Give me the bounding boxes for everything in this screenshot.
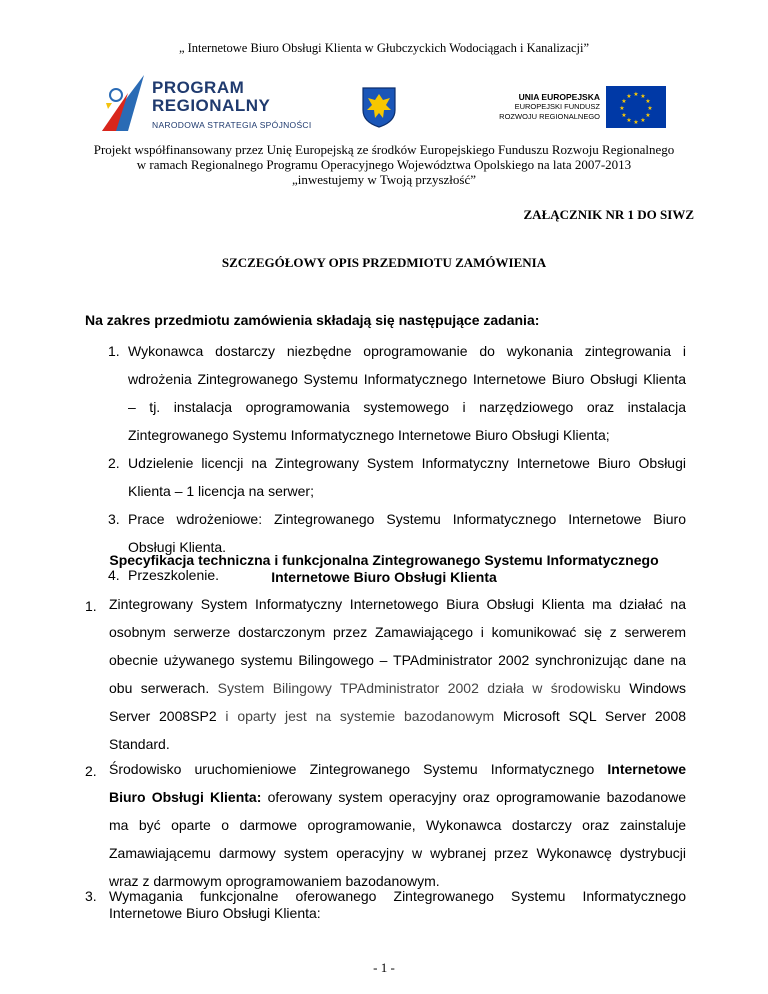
svg-text:★: ★ bbox=[645, 112, 651, 119]
section-line: obecnie używanego systemu Bilingowego – TPAdministrator 2002 synchronizując dane na bbox=[109, 652, 686, 668]
svg-text:★: ★ bbox=[626, 117, 632, 124]
project-info bbox=[0, 142, 768, 187]
task-number: 4. bbox=[108, 567, 120, 583]
section-line: Server 2008SP2 i oparty jest na systemie bazodanowym Microsoft SQL Server 2008 bbox=[109, 708, 687, 724]
spec-line1: Specyfikacja techniczna i funkcjonalna Zintegrowanego Systemu Informatycznego bbox=[109, 552, 659, 568]
svg-text:★: ★ bbox=[619, 105, 625, 112]
svg-text:★: ★ bbox=[640, 93, 646, 100]
section-line: Środowisko uruchomieniowe Zintegrowanego Systemu Informatycznego Internetowe bbox=[109, 761, 686, 777]
task-line: Klienta – 1 licencja na serwer; bbox=[128, 483, 314, 499]
svg-text:★: ★ bbox=[633, 119, 639, 126]
svg-text:★: ★ bbox=[647, 105, 653, 112]
task-line: – tj. instalacja oprogramowania systemowego i narzędziowego oraz instalacja bbox=[128, 399, 686, 415]
svg-text:★: ★ bbox=[621, 112, 627, 119]
svg-text:★: ★ bbox=[645, 98, 651, 105]
opolskie-coat-of-arms-icon bbox=[361, 86, 397, 128]
list-item bbox=[108, 337, 686, 449]
task-line: Obsługi Klienta. bbox=[128, 539, 227, 555]
page-number: - 1 - bbox=[373, 960, 395, 975]
section-line: obu serwerach. System Bilingowy TPAdministrator 2002 działa w środowisku Windows bbox=[109, 680, 686, 696]
spec-heading bbox=[85, 552, 683, 586]
section-line: Zamawiającemu darmowy system operacyjny w wybranej przez Wykonawcę dystrybucji bbox=[109, 845, 686, 861]
program-regionalny-logo bbox=[98, 73, 312, 135]
section-line: Zintegrowany System Informatyczny Internetowego Biura Obsługi Klienta ma działać na bbox=[109, 596, 686, 612]
page-title: SZCZEGÓŁOWY OPIS PRZEDMIOTU ZAMÓWIENIA bbox=[221, 255, 547, 270]
task-line: Prace wdrożeniowe: Zintegrowanego Systemu Informatycznego Internetowe Biuro bbox=[128, 511, 686, 527]
section-line: Biuro Obsługi Klienta: oferowany system operacyjny oraz oprogramowanie bazodanowe bbox=[109, 789, 687, 805]
task-line: Zintegrowanego Systemu Informatycznego Internetowe Biuro Obsługi Klienta; bbox=[128, 427, 610, 443]
project-line3: „inwestujemy w Twoją przyszłość” bbox=[291, 172, 477, 187]
task-line: Wykonawca dostarczy niezbędne oprogramowanie do wykonania zintegrowania i bbox=[128, 343, 686, 359]
eu-line3: ROZWOJU REGIONALNEGO bbox=[499, 112, 600, 121]
svg-text:★: ★ bbox=[621, 98, 627, 105]
annex-label: ZAŁĄCZNIK NR 1 DO SIWZ bbox=[523, 207, 694, 222]
program-line1: PROGRAM bbox=[152, 78, 245, 97]
eu-line2: EUROPEJSKI FUNDUSZ bbox=[514, 102, 600, 111]
section-1-text bbox=[109, 590, 686, 758]
task-number: 3. bbox=[108, 511, 120, 527]
eu-logo-text bbox=[470, 92, 600, 122]
eu-flag-icon bbox=[606, 86, 666, 128]
task-line: Przeszkolenie. bbox=[128, 567, 220, 583]
running-header: „ Internetowe Biuro Obsługi Klienta w Głubczyckich Wodociągach i Kanalizacji” bbox=[178, 41, 590, 55]
intro-heading: Na zakres przedmiotu zamówienia składają się następujące zadania: bbox=[85, 312, 540, 328]
section-line: Wymagania funkcjonalne oferowanego Zintegrowanego Systemu Informatycznego bbox=[109, 888, 686, 904]
spec-line2: Internetowe Biuro Obsługi Klienta bbox=[271, 569, 497, 585]
section-line: osobnym serwerze dostarczonym przez Zamawiającego i komunikować się z serwerem bbox=[109, 624, 686, 640]
list-item bbox=[108, 449, 686, 505]
section-number: 3. bbox=[85, 888, 97, 904]
section-2-text bbox=[109, 755, 686, 895]
svg-text:★: ★ bbox=[633, 91, 639, 98]
section-line: Standard. bbox=[109, 736, 170, 752]
svg-text:★: ★ bbox=[626, 93, 632, 100]
task-line: wdrożenia Zintegrowanego Systemu Informatycznego Internetowe Biuro Obsługi Klienta bbox=[128, 371, 686, 387]
program-line2: REGIONALNY bbox=[152, 96, 271, 115]
task-text bbox=[128, 449, 686, 505]
section-line: wraz z darmowym oprogramowaniem bazodanowym. bbox=[109, 873, 440, 889]
program-sub: NARODOWA STRATEGIA SPÓJNOŚCI bbox=[152, 120, 312, 130]
section-line: ma być oparte o darmowe oprogramowanie, Wykonawca dostarczy oraz zainstaluje bbox=[109, 817, 686, 833]
section-line: Internetowe Biuro Obsługi Klienta: bbox=[109, 905, 321, 921]
task-number: 1. bbox=[108, 343, 120, 359]
section-number: 1. bbox=[85, 598, 97, 614]
eu-line1: UNIA EUROPEJSKA bbox=[518, 92, 600, 102]
task-number: 2. bbox=[108, 455, 120, 471]
svg-text:★: ★ bbox=[640, 117, 646, 124]
section-3-text bbox=[109, 888, 686, 922]
program-regionalny-emblem-icon bbox=[98, 73, 148, 133]
task-text bbox=[128, 337, 686, 449]
section-number: 2. bbox=[85, 763, 97, 779]
task-line: Udzielenie licencji na Zintegrowany System Informatyczny Internetowe Biuro Obsługi bbox=[128, 455, 686, 471]
project-line1: Projekt współfinansowany przez Unię Europejską ze środków Europejskiego Funduszu Rozwoju Regionalnego bbox=[93, 142, 675, 157]
project-line2: w ramach Regionalnego Programu Operacyjnego Województwa Opolskiego na lata 2007-2013 bbox=[136, 157, 632, 172]
